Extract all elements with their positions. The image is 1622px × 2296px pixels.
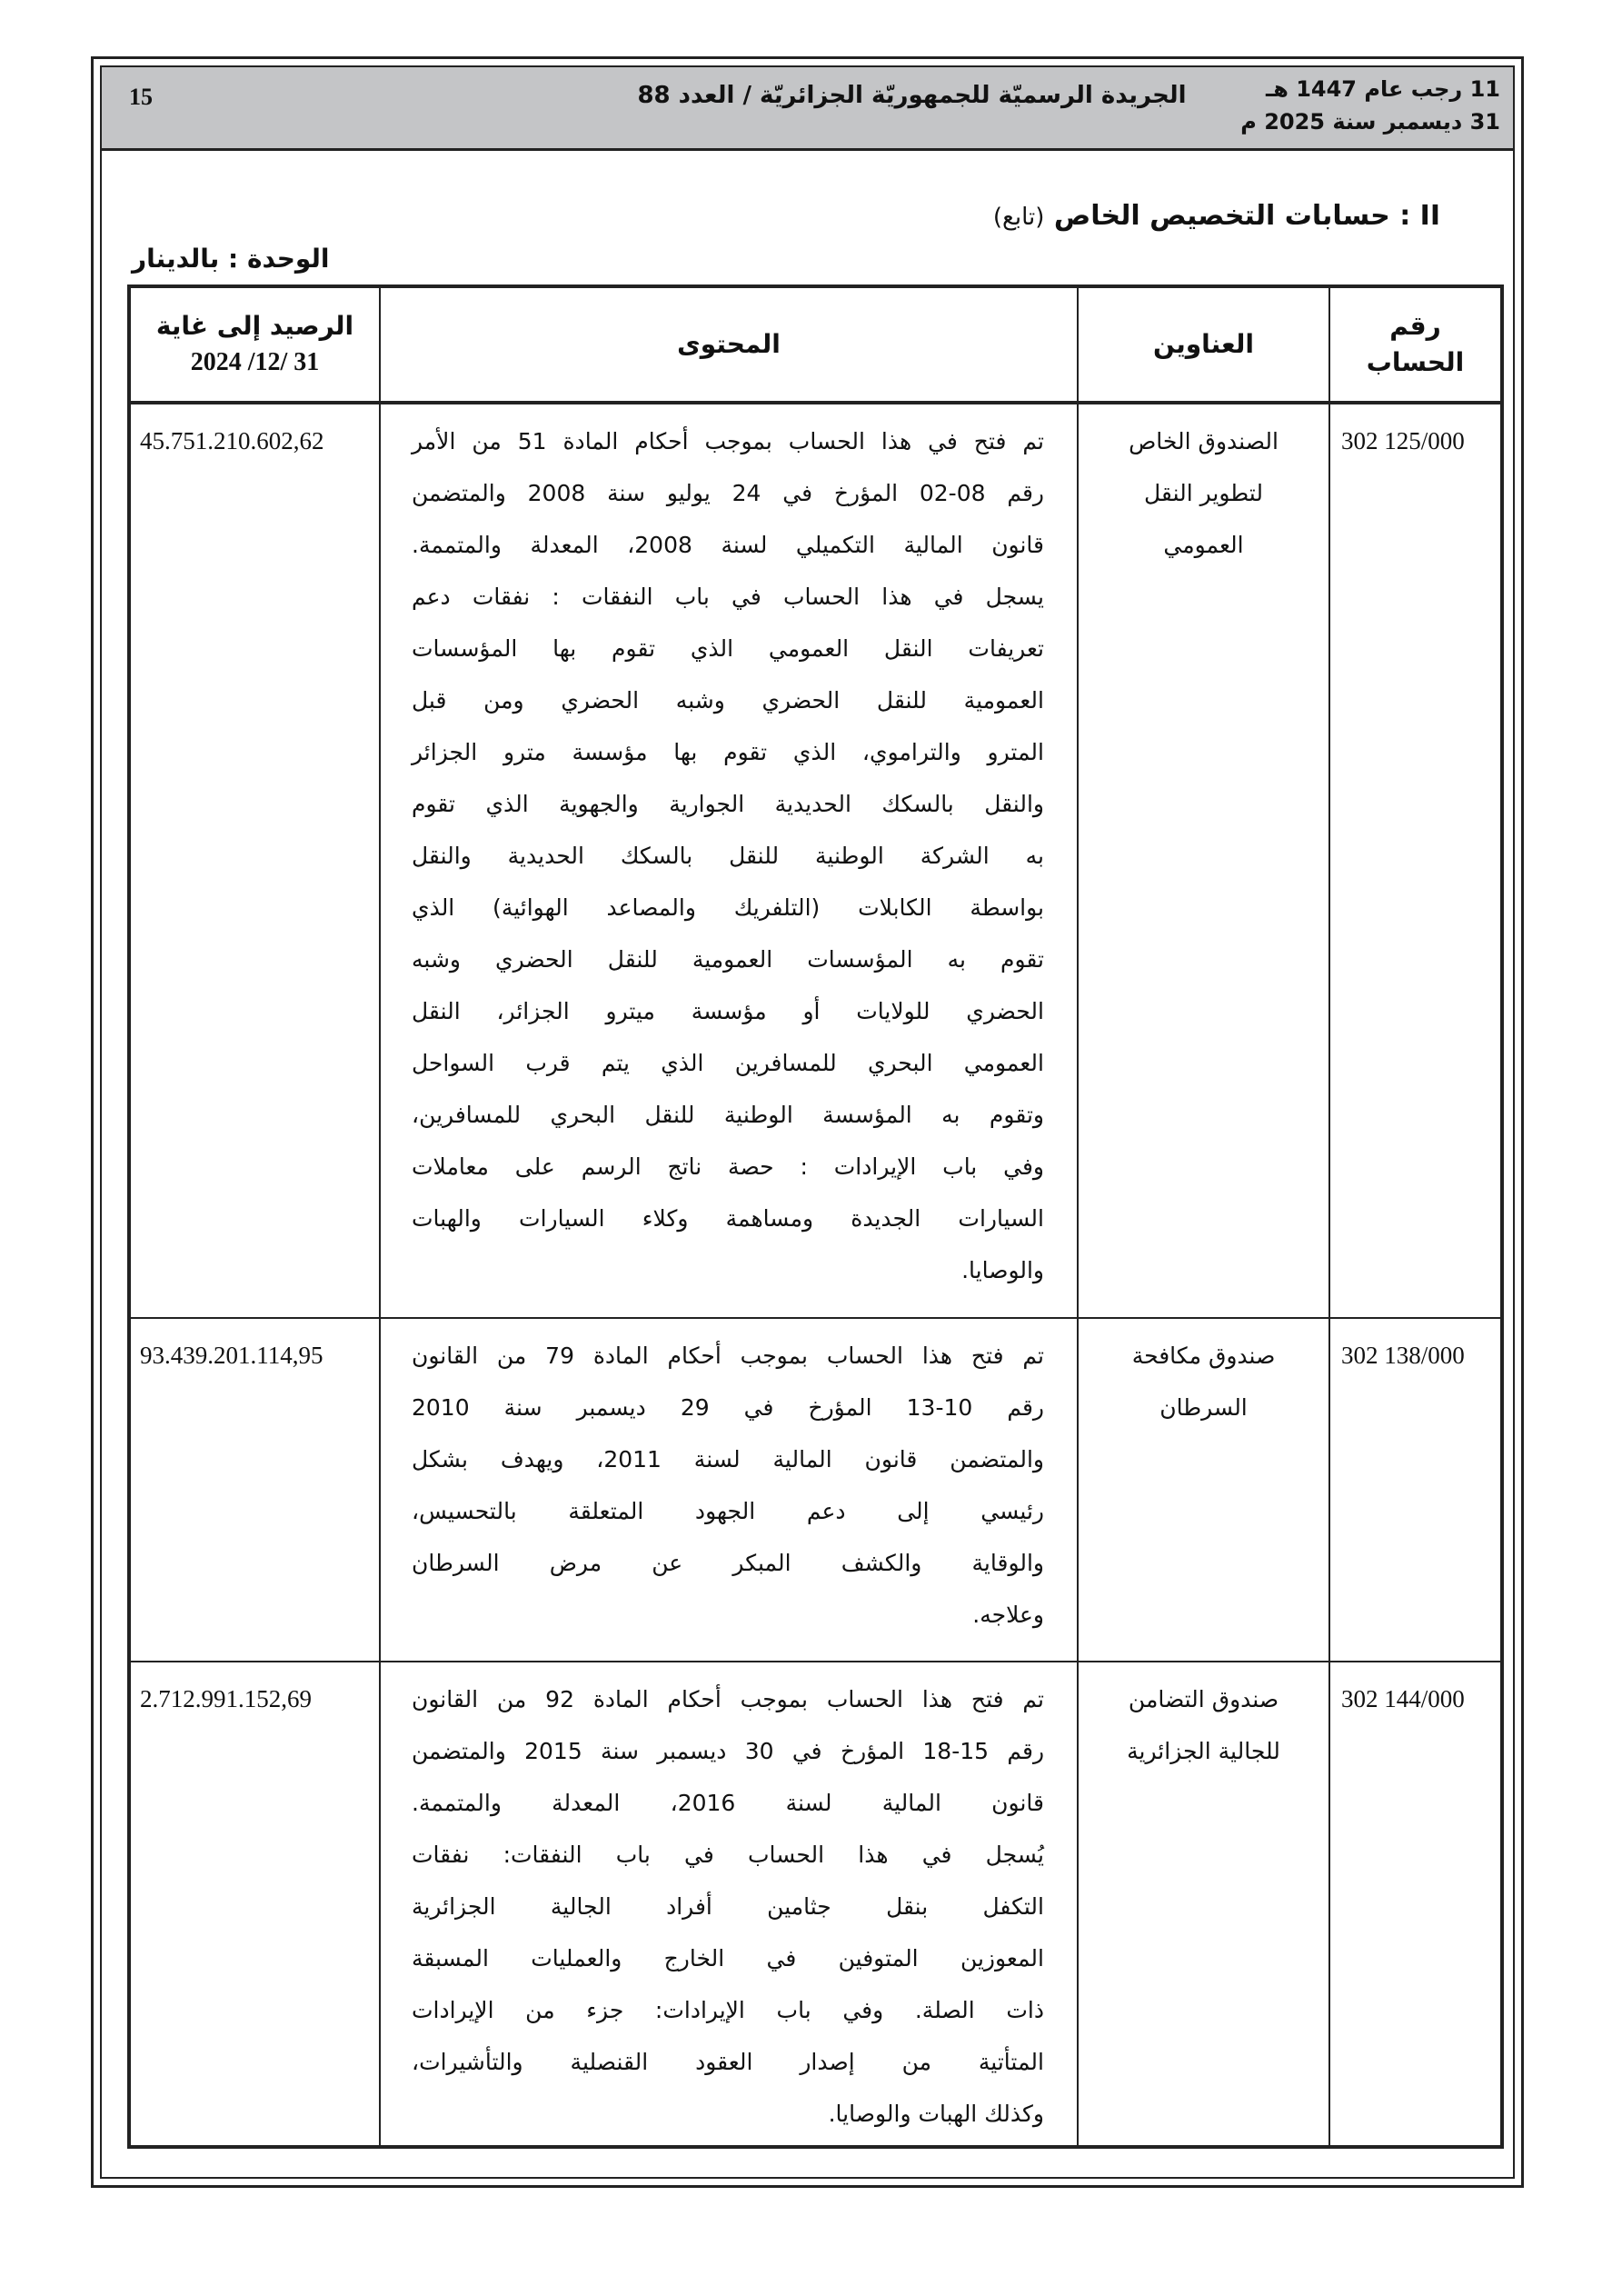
account-balance: 2.712.991.152,69 bbox=[129, 1662, 380, 2147]
account-title bbox=[1078, 1318, 1329, 1662]
account-title-line: صندوق التضامن bbox=[1128, 1686, 1279, 1712]
content-line: والمتضمن قانون المالية لسنة 2011، ويهدف بشكل bbox=[412, 1446, 1044, 1472]
account-content bbox=[380, 1318, 1078, 1662]
content-line: يُسجل في هذا الحساب في باب النفقات: نفقات bbox=[412, 1842, 1044, 1868]
content-line: تم فتح هذا الحساب بموجب أحكام المادة 79 من القانون bbox=[412, 1343, 1045, 1369]
account-content bbox=[380, 1662, 1078, 2147]
content-line: رقم 15-18 المؤرخ في 30 ديسمبر سنة 2015 والمتضمن bbox=[412, 1738, 1045, 1764]
content-line: بواسطة الكابلات (التلفريك والمصاعد الهوائية) الذي bbox=[412, 894, 1044, 921]
account-title bbox=[1078, 403, 1329, 1318]
date-gregorian: 31 ديسمبر سنة 2025 م bbox=[1240, 109, 1500, 135]
content-line: تم فتح هذا الحساب بموجب أحكام المادة 92 من القانون bbox=[412, 1686, 1045, 1712]
content-line: وعلاجه. bbox=[972, 1602, 1044, 1628]
content-line: قانون المالية التكميلي لسنة 2008، المعدلة والمتممة. bbox=[412, 532, 1044, 558]
content-line: رئيسي إلى دعم الجهود المتعلقة بالتحسيس، bbox=[412, 1498, 1044, 1524]
table-row bbox=[129, 1662, 1502, 2147]
unit-label: الوحدة : بالدينار bbox=[132, 244, 330, 274]
content-line: والوقاية والكشف المبكر عن مرض السرطان bbox=[412, 1550, 1044, 1576]
accounts-table bbox=[127, 285, 1504, 2149]
col-header-content: المحتوى bbox=[380, 286, 1078, 403]
col-header-balance-line1: الرصيد إلى غاية bbox=[155, 311, 354, 341]
account-title-line: للجالية الجزائرية bbox=[1127, 1738, 1280, 1764]
issue-date bbox=[1240, 73, 1500, 138]
content-line: وتقوم به المؤسسة الوطنية للنقل البحري للمسافرين، bbox=[412, 1102, 1044, 1128]
section-subtitle: (تابع) bbox=[992, 204, 1045, 231]
table-row bbox=[129, 403, 1502, 1318]
table-header-row bbox=[129, 286, 1502, 403]
account-title-line: العمومي bbox=[1163, 532, 1244, 558]
table-row bbox=[129, 1318, 1502, 1662]
gazette-title: الجريدة الرسميّة للجمهوريّة الجزائريّة / العدد 88 bbox=[637, 82, 1187, 109]
content-line: تعريفات النقل العمومي الذي تقوم بها المؤسسات bbox=[412, 635, 1044, 662]
content-line: المعوزين المتوفين في الخارج والعمليات المسبقة bbox=[412, 1945, 1044, 1972]
content-line: رقم 10-13 المؤرخ في 29 ديسمبر سنة 2010 bbox=[412, 1394, 1045, 1421]
col-header-number-line1: رقم bbox=[1389, 311, 1441, 341]
col-header-number-line2: الحساب bbox=[1366, 347, 1465, 377]
content-line: قانون المالية لسنة 2016، المعدلة والمتممة. bbox=[412, 1790, 1044, 1816]
account-title-line: الصندوق الخاص bbox=[1129, 428, 1279, 454]
account-title bbox=[1078, 1662, 1329, 2147]
content-line: وفي باب الإيرادات : حصة ناتج الرسم على معاملات bbox=[412, 1153, 1044, 1180]
content-line: والوصايا. bbox=[961, 1257, 1044, 1283]
content-line: التكفل بنقل جثامين أفراد الجالية الجزائرية bbox=[412, 1893, 1044, 1920]
section-title-text: II : حسابات التخصيص الخاص bbox=[1053, 200, 1440, 232]
content-line: والنقل بالسكك الحديدية الجوارية والجهوية الذي تقوم bbox=[412, 791, 1044, 817]
content-line: به الشركة الوطنية للنقل بالسكك الحديدية والنقل bbox=[412, 843, 1044, 869]
col-header-balance bbox=[129, 286, 380, 403]
account-content bbox=[380, 403, 1078, 1318]
section-title bbox=[993, 200, 1440, 232]
col-header-balance-line2: 2024 /12/ 31 bbox=[190, 348, 320, 376]
content-line: تم فتح في هذا الحساب بموجب أحكام المادة 51 من الأمر bbox=[412, 428, 1044, 454]
account-number: 302 144/000 bbox=[1329, 1662, 1502, 2147]
account-number: 302 125/000 bbox=[1329, 403, 1502, 1318]
content-line: المتأتية من إصدار العقود القنصلية والتأشيرات، bbox=[412, 2049, 1044, 2075]
content-line: الحضري للولايات أو مؤسسة ميترو الجزائر، النقل bbox=[412, 998, 1044, 1024]
col-header-number bbox=[1329, 286, 1502, 403]
content-line: المترو والتراموي، الذي تقوم بها مؤسسة مترو الجزائر bbox=[412, 739, 1044, 765]
account-balance: 93.439.201.114,95 bbox=[129, 1318, 380, 1662]
content-line: السيارات الجديدة ومساهمة وكلاء السيارات والهبات bbox=[412, 1205, 1044, 1232]
content-line: العمومي البحري للمسافرين الذي يتم قرب السواحل bbox=[412, 1050, 1044, 1076]
content-line: وكذلك الهبات والوصايا. bbox=[828, 2101, 1044, 2127]
content-line: العمومية للنقل الحضري وشبه الحضري ومن قبل bbox=[412, 687, 1044, 714]
account-title-line: السرطان bbox=[1159, 1394, 1248, 1421]
account-title-line: لتطوير النقل bbox=[1144, 480, 1263, 506]
date-hijri: 11 رجب عام 1447 هـ bbox=[1266, 76, 1500, 102]
account-number: 302 138/000 bbox=[1329, 1318, 1502, 1662]
content-line: ذات الصلة. وفي باب الإيرادات: جزء من الإيرادات bbox=[412, 1997, 1044, 2023]
content-line: يسجل في هذا الحساب في باب النفقات : نفقات دعم bbox=[412, 584, 1044, 610]
page-header bbox=[102, 67, 1513, 151]
account-title-line: صندوق مكافحة bbox=[1131, 1343, 1276, 1369]
content-line: تقوم به المؤسسات العمومية للنقل الحضري وشبه bbox=[412, 946, 1044, 973]
account-balance: 45.751.210.602,62 bbox=[129, 403, 380, 1318]
col-header-titles: العناوين bbox=[1078, 286, 1329, 403]
content-line: رقم 08-02 المؤرخ في 24 يوليو سنة 2008 والمتضمن bbox=[412, 480, 1045, 506]
page-number: 15 bbox=[129, 84, 153, 110]
